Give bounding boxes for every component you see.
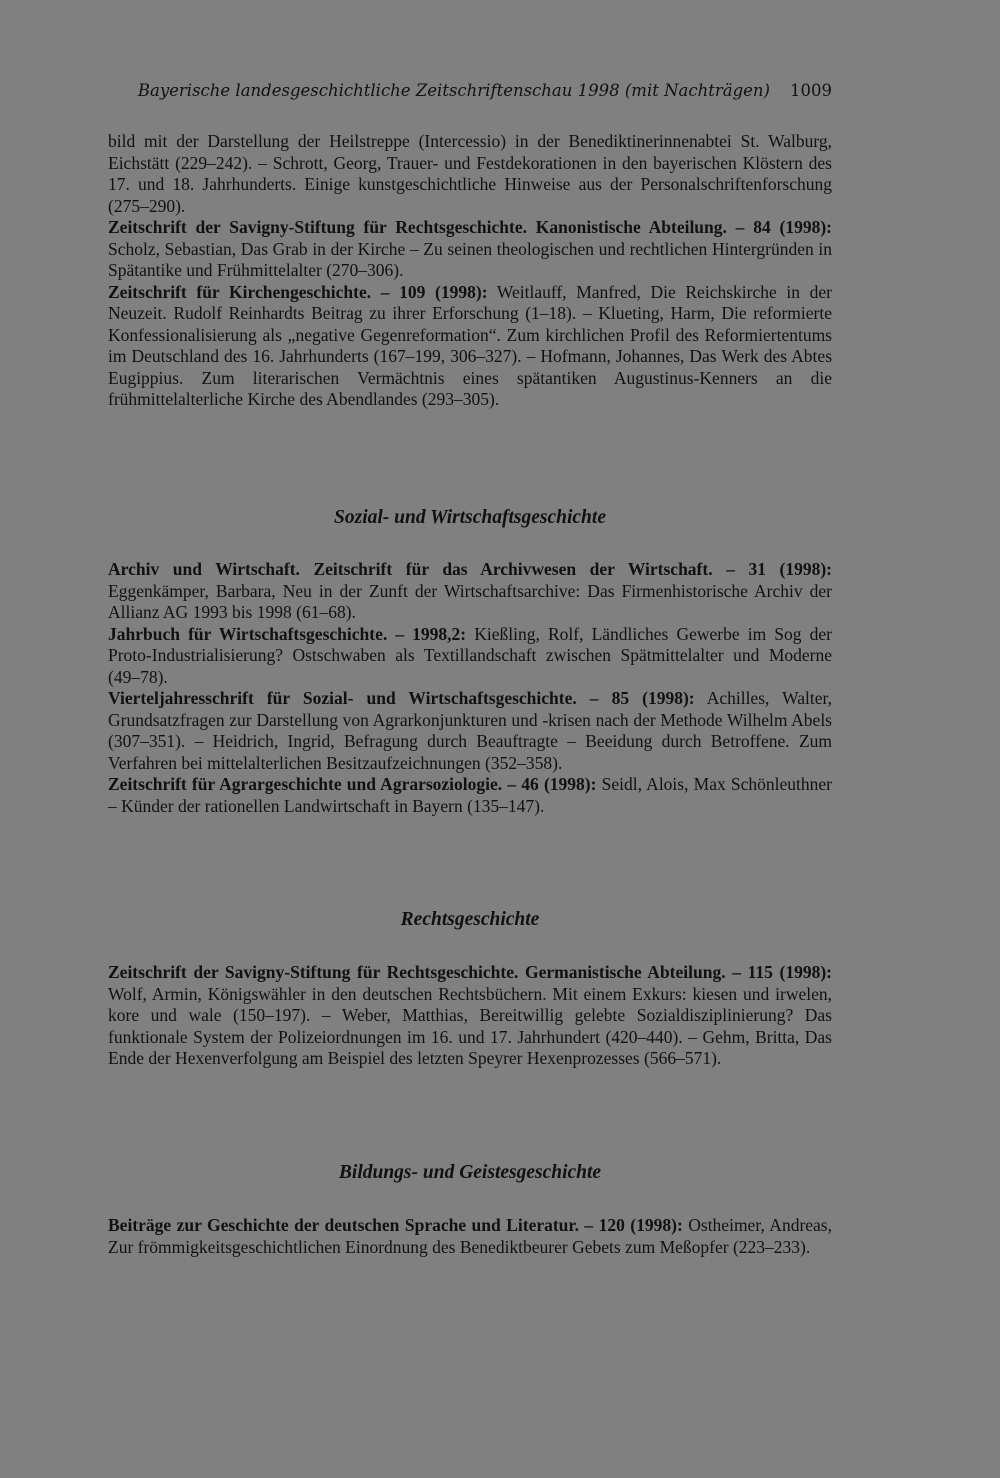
running-header-title: Bayerische landesgeschichtliche Zeitschriftenschau 1998 (mit Nachträgen) bbox=[137, 81, 770, 100]
continuation-text: bild mit der Darstellung der Heilstreppe (Intercessio) in der Benediktinerinnenabtei St. Walburg, Eichstätt (229–242). – Schrott, Georg, Trauer- und Festdekorationen in den bayerischen Klöstern des 17. und 18. Jahrhunderts. Einige kunstgeschichtliche Hinweise aus der Personalschriftenforschung (275–290). bbox=[108, 131, 832, 216]
section-education-intellectual bbox=[108, 1215, 832, 1258]
bibliography-entry bbox=[108, 962, 832, 1070]
entry-text: Weitlauff, Manfred, Die Reichskirche in der Neuzeit. Rudolf Reinhardts Beitrag zu ihrer Erforschung (1–18). – Klueting, Harm, Die reformierte Konfessionalisierung als „negative Gegenreformation“. Zum kirchlichen Profil des Reformiertentums im Deutschland des 16. Jahrhunderts (167–199, 306–327). – Hofmann, Johannes, Das Werk des Abtes Eugippius. Zum literarischen Vermächtnis eines spätantiken Augustinus-Kenners an die frühmittelalterliche Kirche des Abendlandes (293–305). bbox=[108, 281, 832, 409]
section-heading-legal-history: Rechtsgeschichte bbox=[400, 909, 540, 930]
bibliography-entry bbox=[108, 282, 832, 411]
bibliography-entry bbox=[108, 1215, 832, 1258]
bibliography-entry bbox=[108, 774, 832, 817]
bibliography-entry bbox=[108, 688, 832, 774]
running-header bbox=[137, 80, 832, 102]
journal-citation: Zeitschrift der Savigny-Stiftung für Rechtsgeschichte. Germanistische Abteilung. – 115 (1998): bbox=[108, 962, 832, 982]
bibliography-entry bbox=[108, 559, 832, 624]
section-social-economic bbox=[108, 559, 832, 817]
bibliography-entry bbox=[108, 624, 832, 689]
section-legal-history bbox=[108, 962, 832, 1070]
section-heading-education-intellectual: Bildungs- und Geistesgeschichte bbox=[338, 1162, 602, 1183]
journal-citation: Zeitschrift der Savigny-Stiftung für Rechtsgeschichte. Kanonistische Abteilung. – 84 (1998): bbox=[108, 217, 832, 237]
entry-text: Scholz, Sebastian, Das Grab in der Kirche – Zu seinen theologischen und rechtlichen Hintergründen in Spätantike und Frühmittelalter (270–306). bbox=[108, 238, 832, 280]
section-heading-social-economic: Sozial- und Wirtschaftsgeschichte bbox=[334, 507, 606, 528]
entry-text: Ostheimer, Andreas, Zur frömmigkeitsgeschichtlichen Einordnung des Benediktbeurer Gebets zum Meßopfer (223–233). bbox=[108, 1215, 832, 1257]
journal-citation: Jahrbuch für Wirtschaftsgeschichte. – 1998,2: bbox=[108, 623, 467, 644]
journal-citation: Archiv und Wirtschaft. Zeitschrift für das Archivwesen der Wirtschaft. – 31 (1998): bbox=[108, 559, 832, 579]
continuation-paragraph bbox=[108, 131, 832, 217]
page-number: 1009 bbox=[790, 81, 832, 100]
top-block bbox=[108, 131, 832, 411]
entry-text: Wolf, Armin, Königswähler in den deutschen Rechtsbüchern. Mit einem Exkurs: kiesen und irwelen, kore und wale (150–197). – Weber, Matthias, Bereitwillig gelebte Sozialdisziplinierung? Das funktionale System der Polizeiordnungen im 16. und 17. Jahrhundert (420–440). – Gehm, Britta, Das Ende der Hexenverfolgung am Beispiel des letzten Speyrer Hexenprozesses (566–571). bbox=[108, 983, 832, 1068]
journal-citation: Zeitschrift für Agrargeschichte und Agrarsoziologie. – 46 (1998): bbox=[108, 774, 597, 794]
journal-citation: Vierteljahresschrift für Sozial- und Wirtschaftsgeschichte. – 85 (1998): bbox=[108, 688, 695, 708]
journal-citation: Zeitschrift für Kirchengeschichte. – 109 (1998): bbox=[108, 281, 488, 302]
journal-citation: Beiträge zur Geschichte der deutschen Sprache und Literatur. – 120 (1998): bbox=[108, 1215, 683, 1235]
entry-text: Achilles, Walter, Grundsatzfragen zur Darstellung von Agrarkonjunkturen und -krisen nach der Methode Wilhelm Abels (307–351). – Heidrich, Ingrid, Befragung durch Beauftragte – Beeidung durch Betroffene. Zum Verfahren bei mittelalterlichen Besitzaufzeichnungen (352–358). bbox=[108, 688, 832, 773]
bibliography-entry bbox=[108, 217, 832, 282]
entry-text: Eggenkämper, Barbara, Neu in der Zunft der Wirtschaftsarchive: Das Firmenhistorische Archiv der Allianz AG 1993 bis 1998 (61–68). bbox=[108, 580, 832, 622]
entry-text: Seidl, Alois, Max Schönleuthner – Künder der rationellen Landwirtschaft in Bayern (135–147). bbox=[108, 774, 832, 816]
entry-text: Kießling, Rolf, Ländliches Gewerbe im Sog der Proto-Industrialisierung? Ostschwaben als Textillandschaft zwischen Spätmittelalter und Moderne (49–78). bbox=[108, 623, 832, 687]
